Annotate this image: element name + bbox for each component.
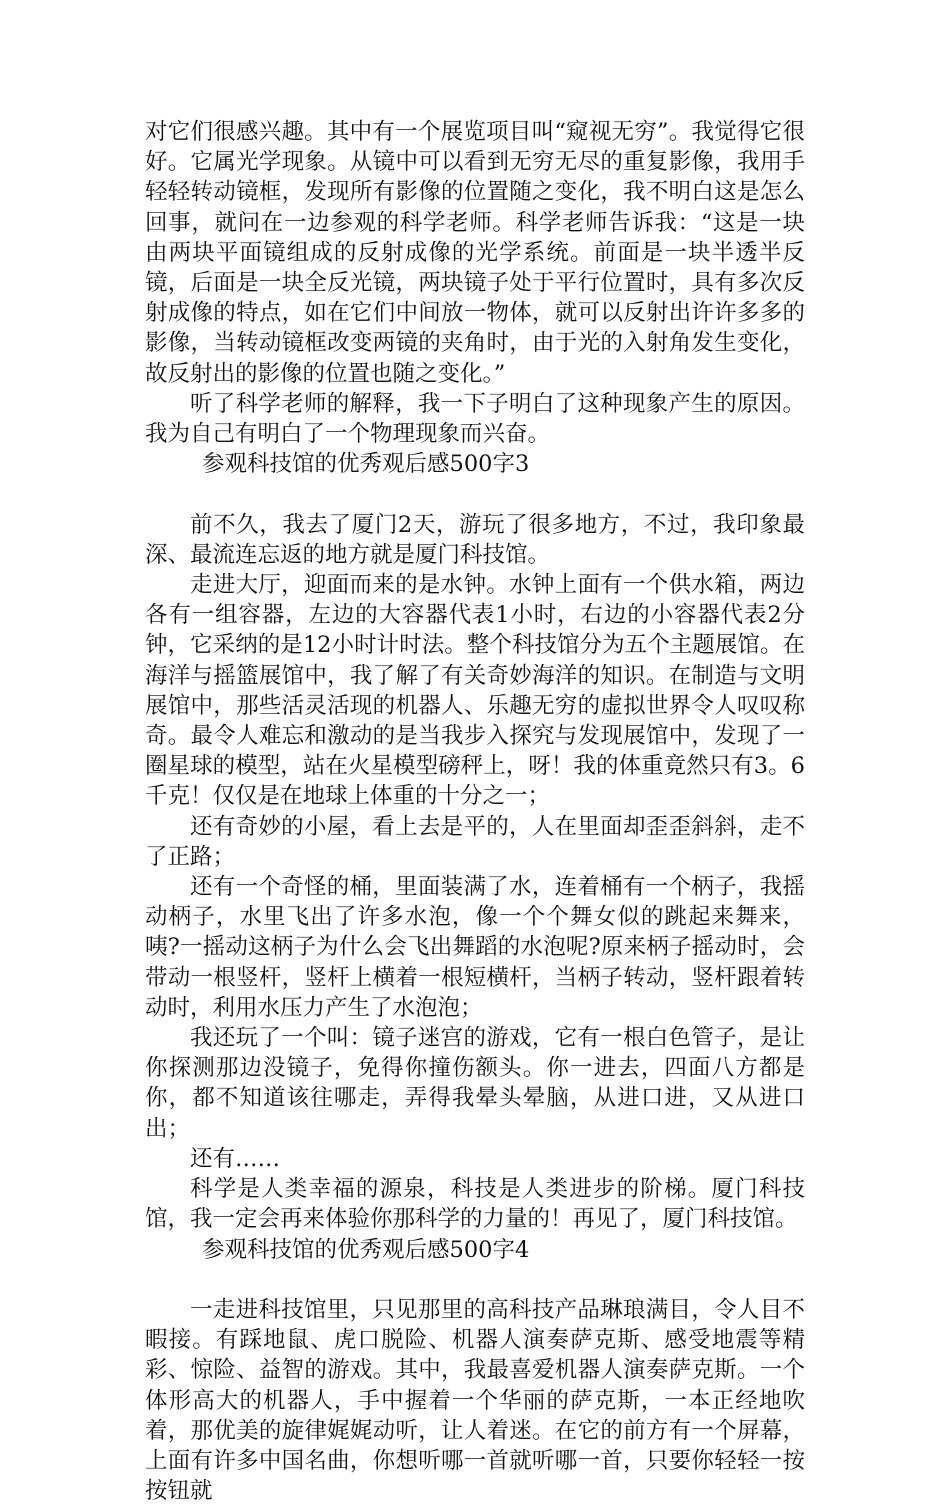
paragraph: 还有一个奇怪的桶，里面装满了水，连着桶有一个柄子，我摇动柄子，水里飞出了许多水泡，像一个个舞女似的跳起来舞来，咦?一摇动这柄子为什么会飞出舞蹈的水泡呢?原来柄子摇动时，会带动一根竖杆，竖杆上横着一根短横杆，当柄子转动，竖杆跟着转动时，利用水压力产生了水泡泡；: [145, 874, 805, 1021]
paragraph: 前不久，我去了厦门2天，游玩了很多地方，不过，我印象最深、最流连忘返的地方就是厦门科技馆。: [145, 511, 805, 568]
document-page: [145, 117, 805, 1506]
paragraph: 对它们很感兴趣。其中有一个展览项目叫“窥视无穷”。我觉得它很好。它属光学现象。从镜中可以看到无穷无尽的重复影像，我用手轻轻转动镜框，发现所有影像的位置随之变化，我不明白这是怎么回事，就问在一边参观的科学老师。科学老师告诉我：“这是一块由两块平面镜组成的反射成像的光学系统。前面是一块半透半反镜，后面是一块全反光镜，两块镜子处于平行位置时，具有多次反射成像的特点，如在它们中间放一物体，就可以反射出许许多多的影像，当转动镜框改变两镜的夹角时，由于光的入射角发生变化，故反射出的影像的位置也随之变化。”: [145, 119, 805, 387]
paragraph: 我还玩了一个叫：镜子迷宫的游戏，它有一根白色管子，是让你探测那边没镜子，免得你撞伤额头。你一进去，四面八方都是你，都不知道该往哪走，弄得我晕头晕脑，从进口进，又从进口出；: [145, 1025, 805, 1142]
paragraph: 还有……: [190, 1145, 281, 1172]
blank-line: [145, 1265, 805, 1295]
blank-line: [145, 479, 805, 509]
section-heading: 参观科技馆的优秀观后感500字3: [202, 451, 530, 478]
paragraph: 还有奇妙的小屋，看上去是平的，人在里面却歪歪斜斜，走不了正路；: [145, 813, 805, 870]
section-heading: 参观科技馆的优秀观后感500字4: [202, 1236, 530, 1263]
paragraph: 科学是人类幸福的源泉，科技是人类进步的阶梯。厦门科技馆，我一定会再来体验你那科学的力量的！再见了，厦门科技馆。: [145, 1176, 805, 1233]
paragraph: 走进大厅，迎面而来的是水钟。水钟上面有一个供水箱，两边各有一组容器，左边的大容器代表1小时，右边的小容器代表2分钟，它采纳的是12小时计时法。整个科技馆分为五个主题展馆。在海洋与摇篮展馆中，我了解了有关奇妙海洋的知识。在制造与文明展馆中，那些活灵活现的机器人、乐趣无穷的虚拟世界令人叹叹称奇。最令人难忘和激动的是当我步入探究与发现展馆中，发现了一圈星球的模型，站在火星模型磅秤上，呀！我的体重竟然只有3。6千克！仅仅是在地球上体重的十分之一；: [145, 572, 805, 810]
paragraph: 一走进科技馆里，只见那里的高科技产品琳琅满目，令人目不暇接。有踩地鼠、虎口脱险、机器人演奏萨克斯、感受地震等精彩、惊险、益智的游戏。其中，我最喜爱机器人演奏萨克斯。一个体形高大的机器人，手中握着一个华丽的萨克斯，一本正经地吹着，那优美的旋律娓娓动听，让人着迷。在它的前方有一个屏幕，上面有许多中国名曲，你想听哪一首就听哪一首，只要你轻轻一按按钮就: [145, 1296, 805, 1505]
paragraph: 听了科学老师的解释，我一下子明白了这种现象产生的原因。我为自己有明白了一个物理现象而兴奋。: [145, 390, 805, 448]
